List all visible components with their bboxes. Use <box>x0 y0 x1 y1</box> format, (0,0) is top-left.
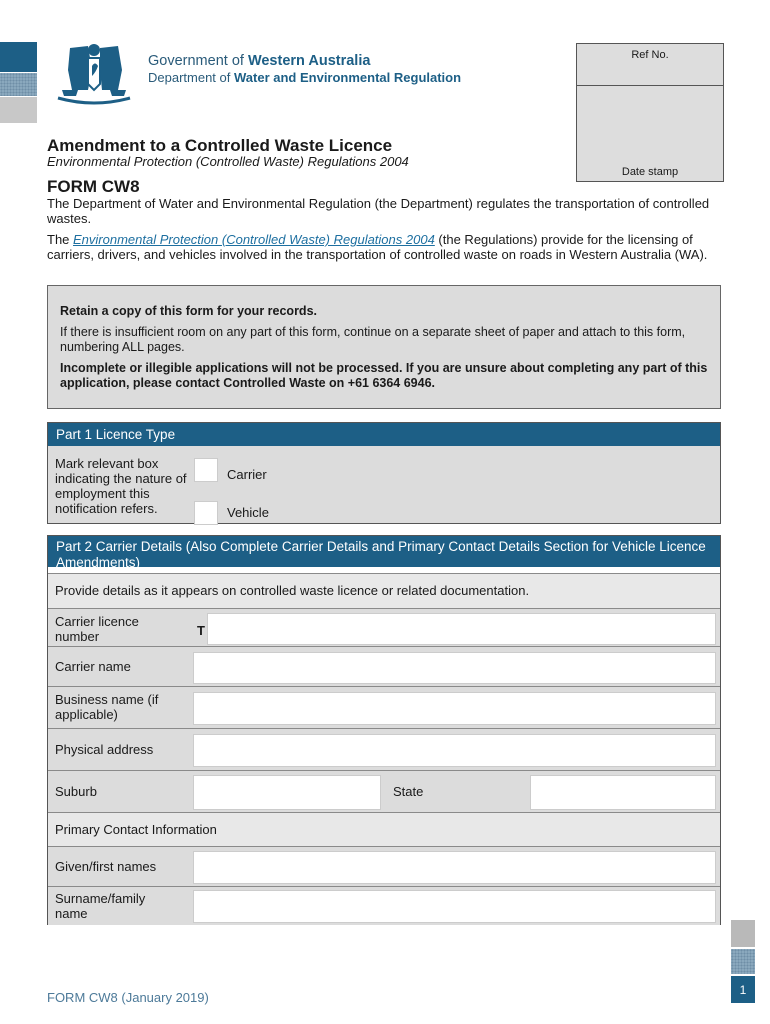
given-names-input[interactable] <box>193 851 716 884</box>
form-subtitle: Environmental Protection (Controlled Waste) Regulations 2004 <box>47 154 409 169</box>
page-marker-grey <box>731 920 755 947</box>
department-name: Department of Water and Environmental Regulation <box>148 70 462 85</box>
physical-address-input[interactable] <box>193 734 716 767</box>
suburb-label: Suburb <box>55 784 97 799</box>
part2-note: Provide details as it appears on controlled waste licence or related documentation. <box>55 583 530 598</box>
physical-address-label: Physical address <box>55 742 154 757</box>
licence-label: Carrier licence number <box>55 614 139 644</box>
primary-contact-heading: Primary Contact Information <box>55 822 217 837</box>
page-marker-dotted <box>731 949 755 974</box>
given-names-row <box>48 846 720 887</box>
business-name-input[interactable] <box>193 692 716 725</box>
coat-of-arms-logo <box>48 40 140 108</box>
tab-block-dark <box>0 42 37 72</box>
carrier-name-input[interactable] <box>193 652 716 684</box>
business-name-label: Business name (if applicable) <box>55 692 159 722</box>
ref-stamp-box <box>576 43 724 182</box>
intro-paragraph-1: The Department of Water and Environmental Regulation (the Department) regulates the transportation of controlled wastes. <box>47 196 710 226</box>
date-stamp-label: Date stamp <box>621 166 679 178</box>
licence-number-input[interactable] <box>207 613 716 645</box>
licence-row <box>48 608 720 647</box>
info-retain: Retain a copy of this form for your records. <box>60 304 317 318</box>
state-input[interactable] <box>530 775 716 810</box>
info-incomplete: Incomplete or illegible applications will not be processed. If you are unsure about completing any part of this application, please contact Controlled Waste on +61 6364 6946. <box>60 361 708 390</box>
surname-input[interactable] <box>193 890 716 923</box>
business-name-row <box>48 686 720 729</box>
surname-row <box>48 886 720 925</box>
state-label: State <box>393 784 424 799</box>
surname-label: Surname/family name <box>55 891 146 921</box>
part1-heading: Part 1 Licence Type <box>48 423 720 447</box>
ref-number-field: Ref No. <box>577 44 723 86</box>
info-insufficient-room: If there is insufficient room on any part of this form, continue on a separate sheet of paper and attach to this form, numbering ALL pages. <box>60 325 686 354</box>
part1-row <box>48 446 720 523</box>
form-number: FORM CW8 <box>47 177 140 196</box>
carrier-name-label: Carrier name <box>55 659 131 674</box>
carrier-option-label: Carrier <box>227 467 267 482</box>
government-name: Government of Western Australia <box>148 53 371 69</box>
given-names-label: Given/first names <box>55 859 157 874</box>
part2-heading: Part 2 Carrier Details (Also Complete Carrier Details and Primary Contact Details Section for Vehicle Licence Amendments) <box>48 536 720 567</box>
suburb-input[interactable] <box>193 775 381 810</box>
regulations-link[interactable]: Environmental Protection (Controlled Waste) Regulations 2004 <box>73 232 435 247</box>
carrier-name-row <box>48 646 720 687</box>
vehicle-option-label: Vehicle <box>227 505 269 520</box>
tab-block-dotted <box>0 73 37 96</box>
page-number: 1 <box>731 976 755 1003</box>
info-box <box>47 285 721 409</box>
intro-paragraph-2: The Environmental Protection (Controlled Waste) Regulations 2004 (the Regulations) provide for the licensing of carriers, drivers, and vehicles involved in the transportation of controlled waste on roads in Western Australia (WA). <box>47 232 708 262</box>
licence-prefix: T <box>197 623 205 638</box>
part2-section <box>47 535 721 925</box>
tab-block-grey <box>0 97 37 123</box>
physical-address-row <box>48 728 720 771</box>
primary-contact-row <box>48 812 720 847</box>
carrier-checkbox[interactable] <box>194 458 218 482</box>
part2-note-row <box>48 573 720 609</box>
footer-form-version: FORM CW8 (January 2019) <box>47 990 209 1005</box>
form-title: Amendment to a Controlled Waste Licence <box>47 136 393 155</box>
suburb-state-row <box>48 770 720 813</box>
part1-instruction: Mark relevant box indicating the nature of employment this notification refers. <box>55 456 187 516</box>
part1-section <box>47 422 721 524</box>
vehicle-checkbox[interactable] <box>194 501 218 525</box>
